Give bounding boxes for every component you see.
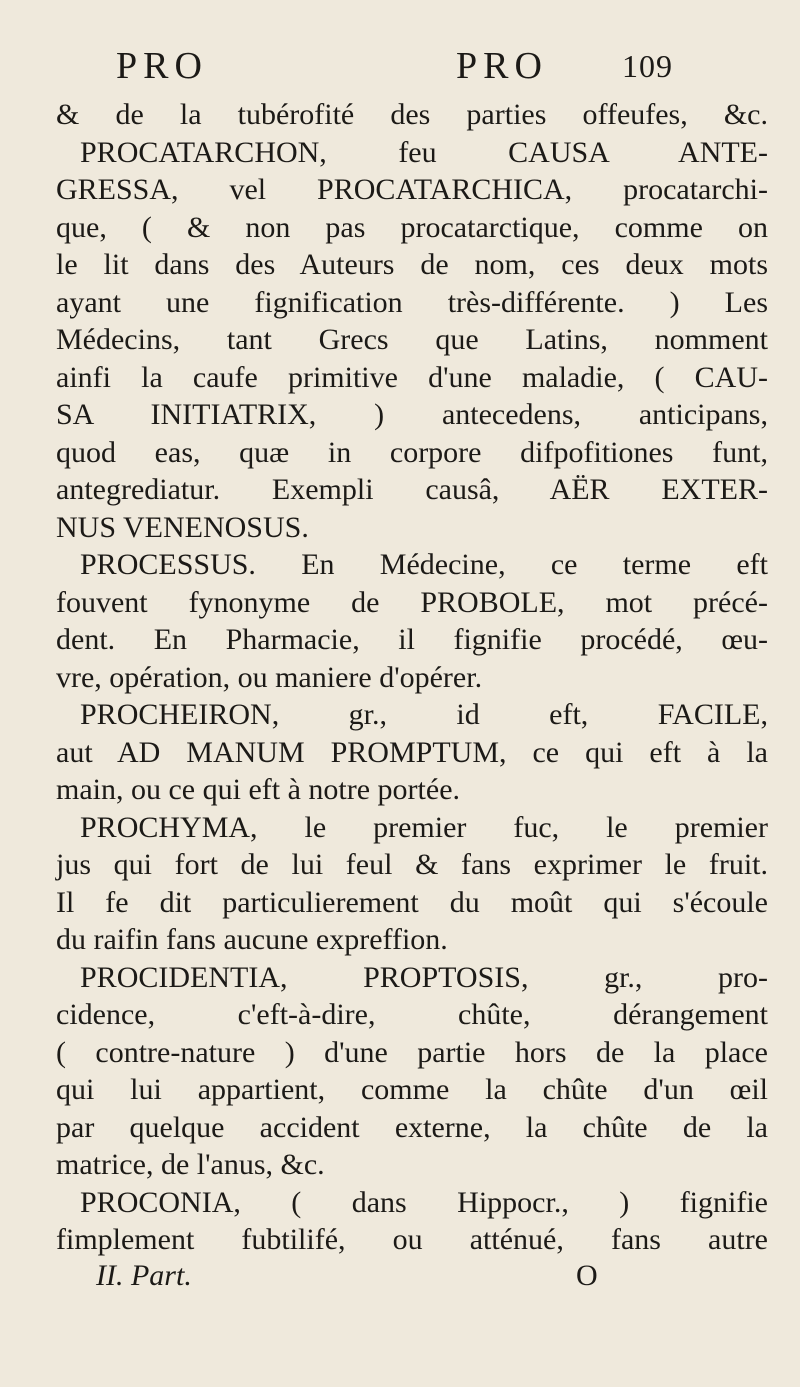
text-line: Médecins, tant Grecs que Latins, nomment xyxy=(56,323,768,356)
text-line: Il fe dit particulierement du moût qui s'écoule xyxy=(56,885,768,919)
page-footer xyxy=(56,1259,768,1299)
gathering-mark: O xyxy=(576,1258,598,1292)
header-left: PRO xyxy=(116,45,208,87)
page-number: 109 xyxy=(622,48,673,84)
text-line: jus qui fort de lui feul & fans exprimer le fruit. xyxy=(56,848,768,881)
text-line: PROCONIA, ( dans Hippocr., ) fignifie xyxy=(80,1185,768,1219)
text-line: fimplement fubtilifé, ou atténué, fans autre xyxy=(56,1223,768,1256)
header-right: PRO xyxy=(456,45,548,87)
text-line: NUS VENENOSUS. xyxy=(56,510,309,544)
text-line: cidence, c'eft-à-dire, chûte, dérangement xyxy=(56,998,768,1031)
text-line: PROCHEIRON, gr., id eft, FACILE, xyxy=(80,698,768,731)
text-line: ayant une fignification très-différente. ) Les xyxy=(56,285,768,319)
running-header xyxy=(56,44,768,96)
signature-mark: II. Part. xyxy=(96,1258,192,1292)
text-line: qui lui appartient, comme la chûte d'un œil xyxy=(56,1073,768,1106)
text-line: main, ou ce qui eft à notre portée. xyxy=(56,773,461,806)
text-line: PROCIDENTIA, PROPTOSIS, gr., pro- xyxy=(80,960,768,994)
text-line: du raifin fans aucune expreffion. xyxy=(56,923,448,956)
text-line: ainfi la caufe primitive d'une maladie, ( CAU- xyxy=(56,360,768,394)
dictionary-text xyxy=(56,96,768,1259)
text-line: & de la tubérofité des parties offeufes, &c. xyxy=(56,98,768,131)
text-line: PROCATARCHON, feu CAUSA ANTE- xyxy=(80,135,768,169)
text-line: PROCESSUS. En Médecine, ce terme eft xyxy=(80,548,768,581)
text-line: antegrediatur. Exempli causâ, AËR EXTER- xyxy=(56,473,768,506)
text-line: que, ( & non pas procatarctique, comme on xyxy=(56,210,768,244)
text-line: PROCHYMA, le premier fuc, le premier xyxy=(80,810,768,844)
text-line: aut AD MANUM PROMPTUM, ce qui eft à la xyxy=(56,735,768,769)
text-line: le lit dans des Auteurs de nom, ces deux mots xyxy=(56,248,768,281)
text-line: par quelque accident externe, la chûte de la xyxy=(56,1110,768,1144)
text-line: matrice, de l'anus, &c. xyxy=(56,1148,325,1181)
text-line: vre, opération, ou maniere d'opérer. xyxy=(56,660,483,694)
text-line: GRESSA, vel PROCATARCHICA, procatarchi- xyxy=(56,173,768,206)
text-line: dent. En Pharmacie, il fignifie procédé, œu- xyxy=(56,623,768,656)
text-line: SA INITIATRIX, ) antecedens, anticipans, xyxy=(56,398,768,431)
text-line: quod eas, quæ in corpore difpofitiones funt, xyxy=(56,435,768,469)
text-line: fouvent fynonyme de PROBOLE, mot précé- xyxy=(56,585,768,619)
text-line: ( contre-nature ) d'une partie hors de la place xyxy=(56,1035,768,1069)
book-page xyxy=(56,44,768,1299)
